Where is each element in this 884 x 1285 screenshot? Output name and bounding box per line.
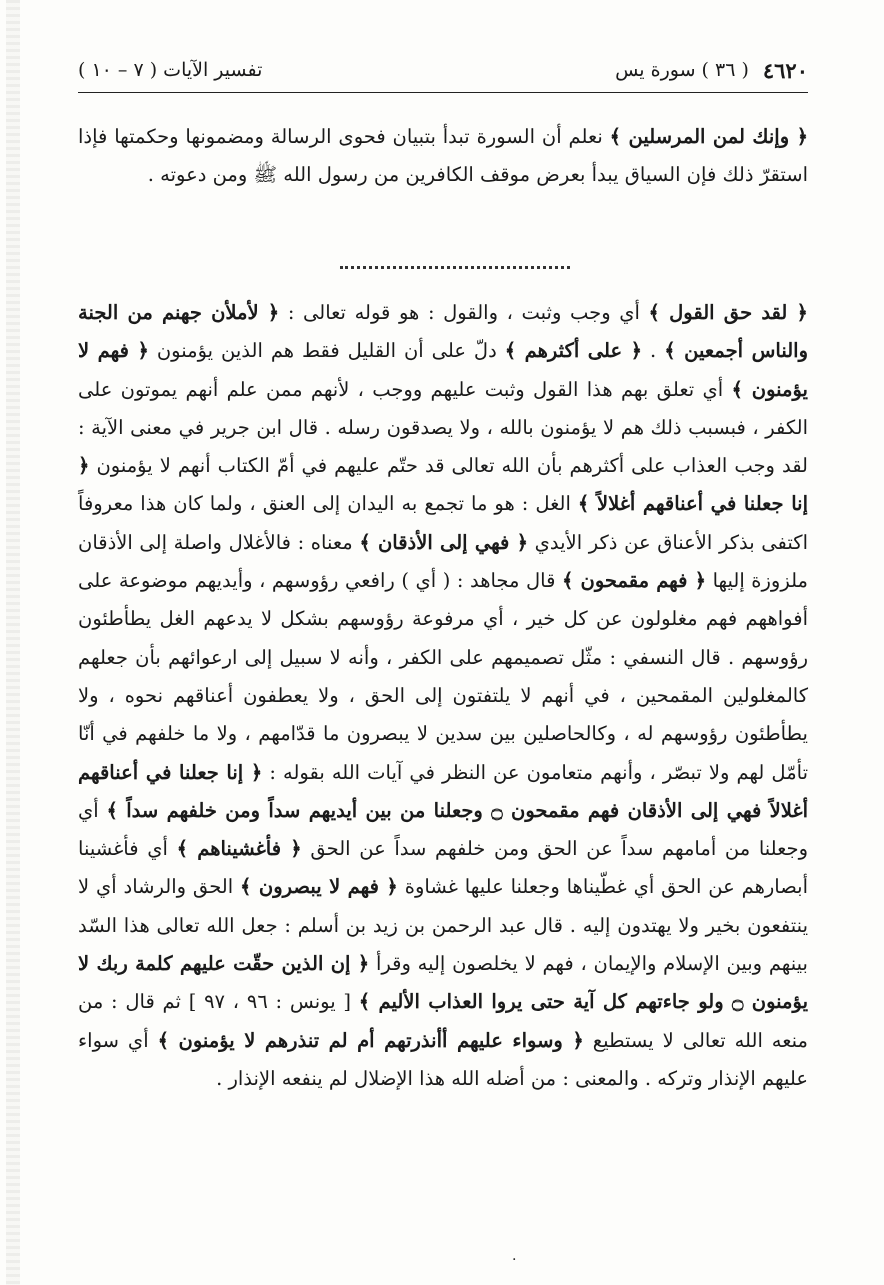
commentary-text: قال مجاهد : ( أي ) رافعي رؤوسهم ، وأيديهم موضوعة على أفواههم فهم مغلولون عن كل خير ، أي مرفوعة رؤوسهم بشكل لا يدعهم الغل يطأطئون رؤوسهم . قال النسفي : مثّل تصميمهم على الكفر ، وأنه لا سبيل إلى ارعوائهم بأن جعلهم كالمغلولين المقمحين ، في أنهم لا يلتفتون إلى الحق ، ولا يعطفون أعناقهم نحوه ، ولا يطأطئون رؤوسهم له ، وكالحاصلين بين سدين لا يبصرون ما قدّامهم ، ولا ما خلفهم في أنّا تأمّل لهم ولا تبصّر ، وأنهم متعامون عن النظر في آيات الله بقوله : bbox=[78, 569, 809, 784]
commentary-text: أي فأغشينا أبصارهم عن الحق أي غطّيناها وجعلنا عليها غشاوة bbox=[78, 837, 808, 899]
dotted-separator bbox=[340, 246, 570, 269]
commentary-text: دلّ على أن القليل فقط هم الذين يؤمنون bbox=[148, 339, 505, 363]
running-header bbox=[78, 52, 808, 88]
bottom-mark: . bbox=[512, 1248, 517, 1264]
paragraph-commentary bbox=[78, 294, 808, 1098]
quran-verse-quote: ﴿ إنا جعلنا في أعناقهم أغلالاً ﴾ bbox=[78, 454, 808, 516]
quran-verse-quote: ﴿ فهم لا يؤمنون ﴾ bbox=[78, 339, 808, 401]
commentary-text: الغل : هو ما تجمع به اليدان إلى العنق ، ولما كان هذا معروفاً اكتفى بذكر الأعناق عن ذكر الأيدي bbox=[78, 492, 808, 554]
commentary-text: أي سواء عليهم الإنذار وتركه . والمعنى : من أضله الله هذا الإضلال لم ينفعه الإنذار . bbox=[78, 1028, 808, 1090]
commentary-text: أي تعلق بهم هذا القول وثبت عليهم ووجب ، لأنهم ممن علم أنهم يموتون على الكفر ، فبسبب ذلك هم لا يؤمنون بالله ، ولا يصدقون رسله . قال ابن جرير في معنى الآية : لقد وجب العذاب على أكثرهم بأن الله تعالى قد حتّم عليهم في أمّ الكتاب أنهم لا يؤمنون bbox=[78, 377, 808, 478]
quran-verse-quote: ﴿ على أكثرهم ﴾ bbox=[504, 339, 643, 363]
quran-verse-quote: ﴿ لأملأن جهنم من الجنة والناس أجمعين ﴾ bbox=[78, 301, 808, 363]
quran-verse-quote: ﴿ فهم مقمحون ﴾ bbox=[561, 569, 707, 593]
commentary-text: . bbox=[642, 339, 665, 363]
surah-title: ( ٣٦ ) سورة يس bbox=[615, 59, 749, 81]
commentary-text: معناه : فالأغلال واصلة إلى الأذقان ملزوزة إليها bbox=[78, 530, 808, 593]
quran-verse-quote: ﴿ إنا جعلنا في أعناقهم أغلالاً فهي إلى الأذقان فهم مقمحون ۝ وجعلنا من بين أيديهم سداً ومن خلفهم سداً ﴾ bbox=[78, 760, 808, 822]
paragraph-intro bbox=[78, 118, 808, 195]
scan-margin bbox=[6, 0, 20, 1285]
quran-verse-quote: ﴿ فهي إلى الأذقان ﴾ bbox=[359, 530, 529, 554]
quran-verse-quote: ﴿ لقد حق القول ﴾ bbox=[648, 301, 808, 324]
header-rule bbox=[78, 92, 808, 93]
commentary-text: الحق والرشاد أي لا ينتفعون بخير ولا يهتدون إليه . قال عبد الرحمن بن زيد بن أسلم : جعل الله تعالى هذا السّد بينهم وبين الإسلام والإيمان ، فهم لا يخلصون إليه وقرأ bbox=[78, 875, 808, 976]
quran-verse-quote: ﴿ وسواء عليهم أأنذرتهم أم لم تنذرهم لا يؤمنون ﴾ bbox=[157, 1028, 584, 1052]
quran-verse-quote: ﴿ إن الذين حقّت عليهم كلمة ربك لا يؤمنون ۝ ولو جاءتهم كل آية حتى يروا العذاب الأليم ﴾ bbox=[78, 952, 808, 1014]
section-title: تفسير الآيات ( ٧ – ١٠ ) bbox=[78, 59, 263, 81]
commentary-text: أي وجعلنا من أمامهم سداً عن الحق ومن خلفهم سداً عن الحق bbox=[78, 798, 808, 861]
page-number: ٤٦٢٠ bbox=[762, 57, 808, 83]
commentary-text: [ يونس : ٩٦ ، ٩٧ ] ثم قال : من منعه الله تعالى لا يستطيع bbox=[78, 990, 808, 1052]
commentary-text: أي وجب وثبت ، والقول : هو قوله تعالى : bbox=[279, 301, 649, 324]
commentary-text: نعلم أن السورة تبدأ بتبيان فحوى الرسالة ومضمونها وحكمتها فإذا استقرّ ذلك فإن السياق يبدأ بعرض موقف الكافرين من رسول الله ﷺ ومن دعوته . bbox=[78, 125, 808, 187]
quran-verse-quote: ﴿ فأغشيناهم ﴾ bbox=[176, 837, 302, 861]
quran-verse-quote: ﴿ فهم لا يبصرون ﴾ bbox=[240, 875, 398, 899]
header-right bbox=[615, 58, 808, 83]
book-page bbox=[78, 0, 808, 1285]
quran-verse-quote: ﴿ وإنك لمن المرسلين ﴾ bbox=[609, 125, 809, 148]
